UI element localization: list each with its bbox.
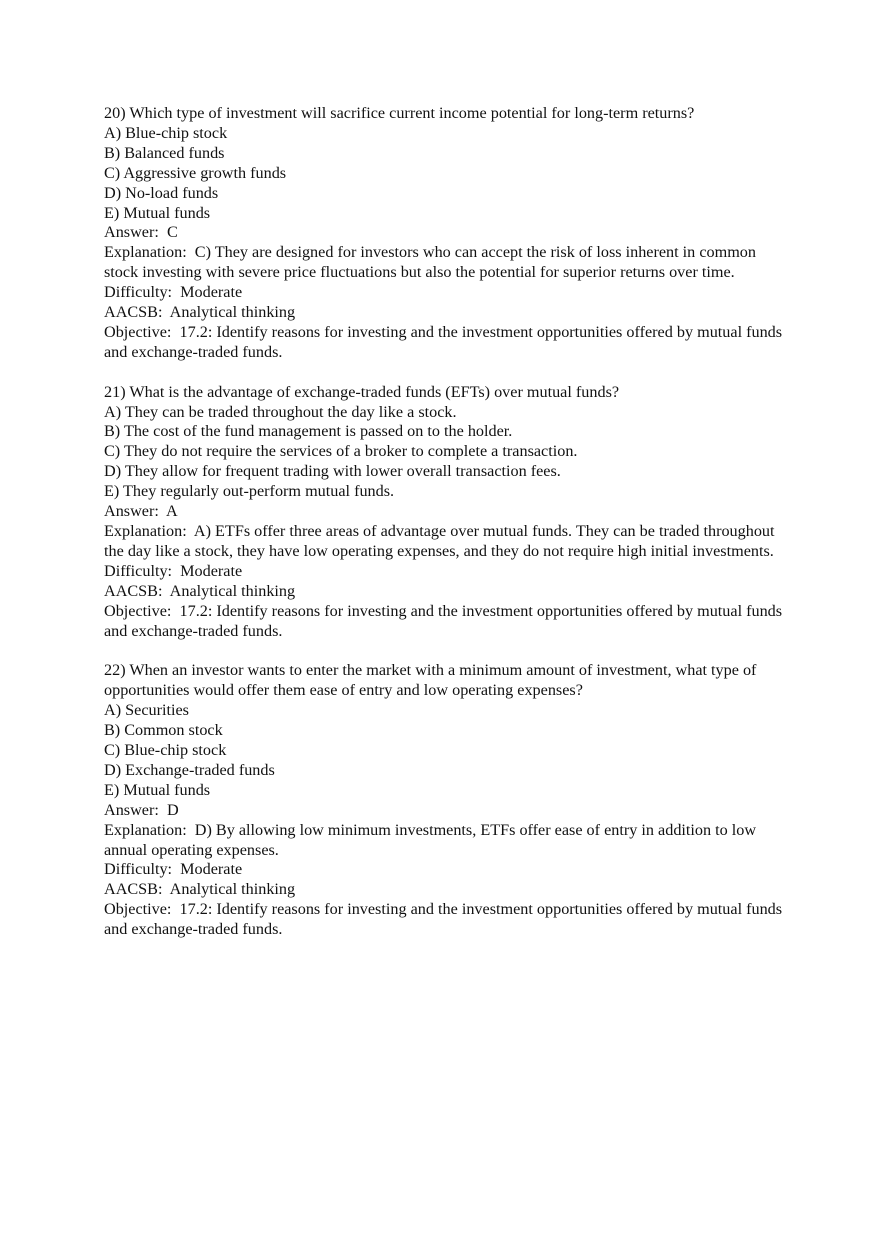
option-c: C) They do not require the services of a broker to complete a transaction.: [104, 442, 578, 461]
question-stem: 20) Which type of investment will sacrifice current income potential for long-term returns?: [104, 104, 695, 122]
explanation: Explanation: D) By allowing low minimum investments, ETFs offer ease of entry in addition to low annual operating expenses.: [104, 820, 761, 859]
aacsb: AACSB: Analytical thinking: [104, 581, 296, 600]
question-22: [104, 661, 787, 940]
option-b: B) Balanced funds: [104, 143, 225, 162]
objective: Objective: 17.2: Identify reasons for investing and the investment opportunities offered by mutual funds and exchange-traded funds.: [104, 322, 787, 361]
option-e: E) Mutual funds: [104, 203, 211, 222]
option-e: E) Mutual funds: [104, 780, 211, 799]
explanation: Explanation: A) ETFs offer three areas of advantage over mutual funds. They can be traded throughout the day like a stock, they have low operating expenses, and they do not require high initial investments.: [104, 522, 779, 560]
question-20: [104, 104, 787, 363]
difficulty: Difficulty: Moderate: [104, 561, 243, 580]
option-b: B) Common stock: [104, 721, 223, 740]
option-d: D) Exchange-traded funds: [104, 760, 275, 779]
option-b: B) The cost of the fund management is passed on to the holder.: [104, 422, 513, 441]
option-d: D) They allow for frequent trading with lower overall transaction fees.: [104, 462, 561, 481]
aacsb: AACSB: Analytical thinking: [104, 303, 296, 322]
question-21: [104, 382, 787, 642]
option-a: A) Securities: [104, 701, 189, 720]
question-spacer: [104, 641, 784, 661]
option-a: A) They can be traded throughout the day like a stock.: [104, 402, 457, 421]
difficulty: Difficulty: Moderate: [104, 860, 243, 879]
question-spacer: [104, 363, 784, 383]
objective: Objective: 17.2: Identify reasons for investing and the investment opportunities offered by mutual funds and exchange-traded funds.: [104, 601, 787, 640]
option-c: C) Blue-chip stock: [104, 740, 227, 759]
objective: Objective: 17.2: Identify reasons for investing and the investment opportunities offered by mutual funds and exchange-traded funds.: [104, 900, 787, 939]
answer: Answer: C: [104, 223, 178, 242]
option-c: C) Aggressive growth funds: [104, 163, 287, 182]
answer: Answer: D: [104, 800, 179, 819]
answer: Answer: A: [104, 502, 178, 521]
aacsb: AACSB: Analytical thinking: [104, 880, 296, 899]
option-e: E) They regularly out-perform mutual funds.: [104, 482, 395, 501]
difficulty: Difficulty: Moderate: [104, 283, 243, 302]
option-d: D) No-load funds: [104, 183, 219, 202]
question-stem: 21) What is the advantage of exchange-traded funds (EFTs) over mutual funds?: [104, 382, 620, 401]
question-list: [104, 104, 787, 940]
question-stem: 22) When an investor wants to enter the market with a minimum amount of investment, what type of opportunities would offer them ease of entry and low operating expenses?: [104, 661, 761, 700]
explanation: Explanation: C) They are designed for investors who can accept the risk of loss inherent in common stock investing with severe price fluctuations but also the potential for superior returns over time.: [104, 243, 761, 282]
option-a: A) Blue-chip stock: [104, 123, 228, 142]
